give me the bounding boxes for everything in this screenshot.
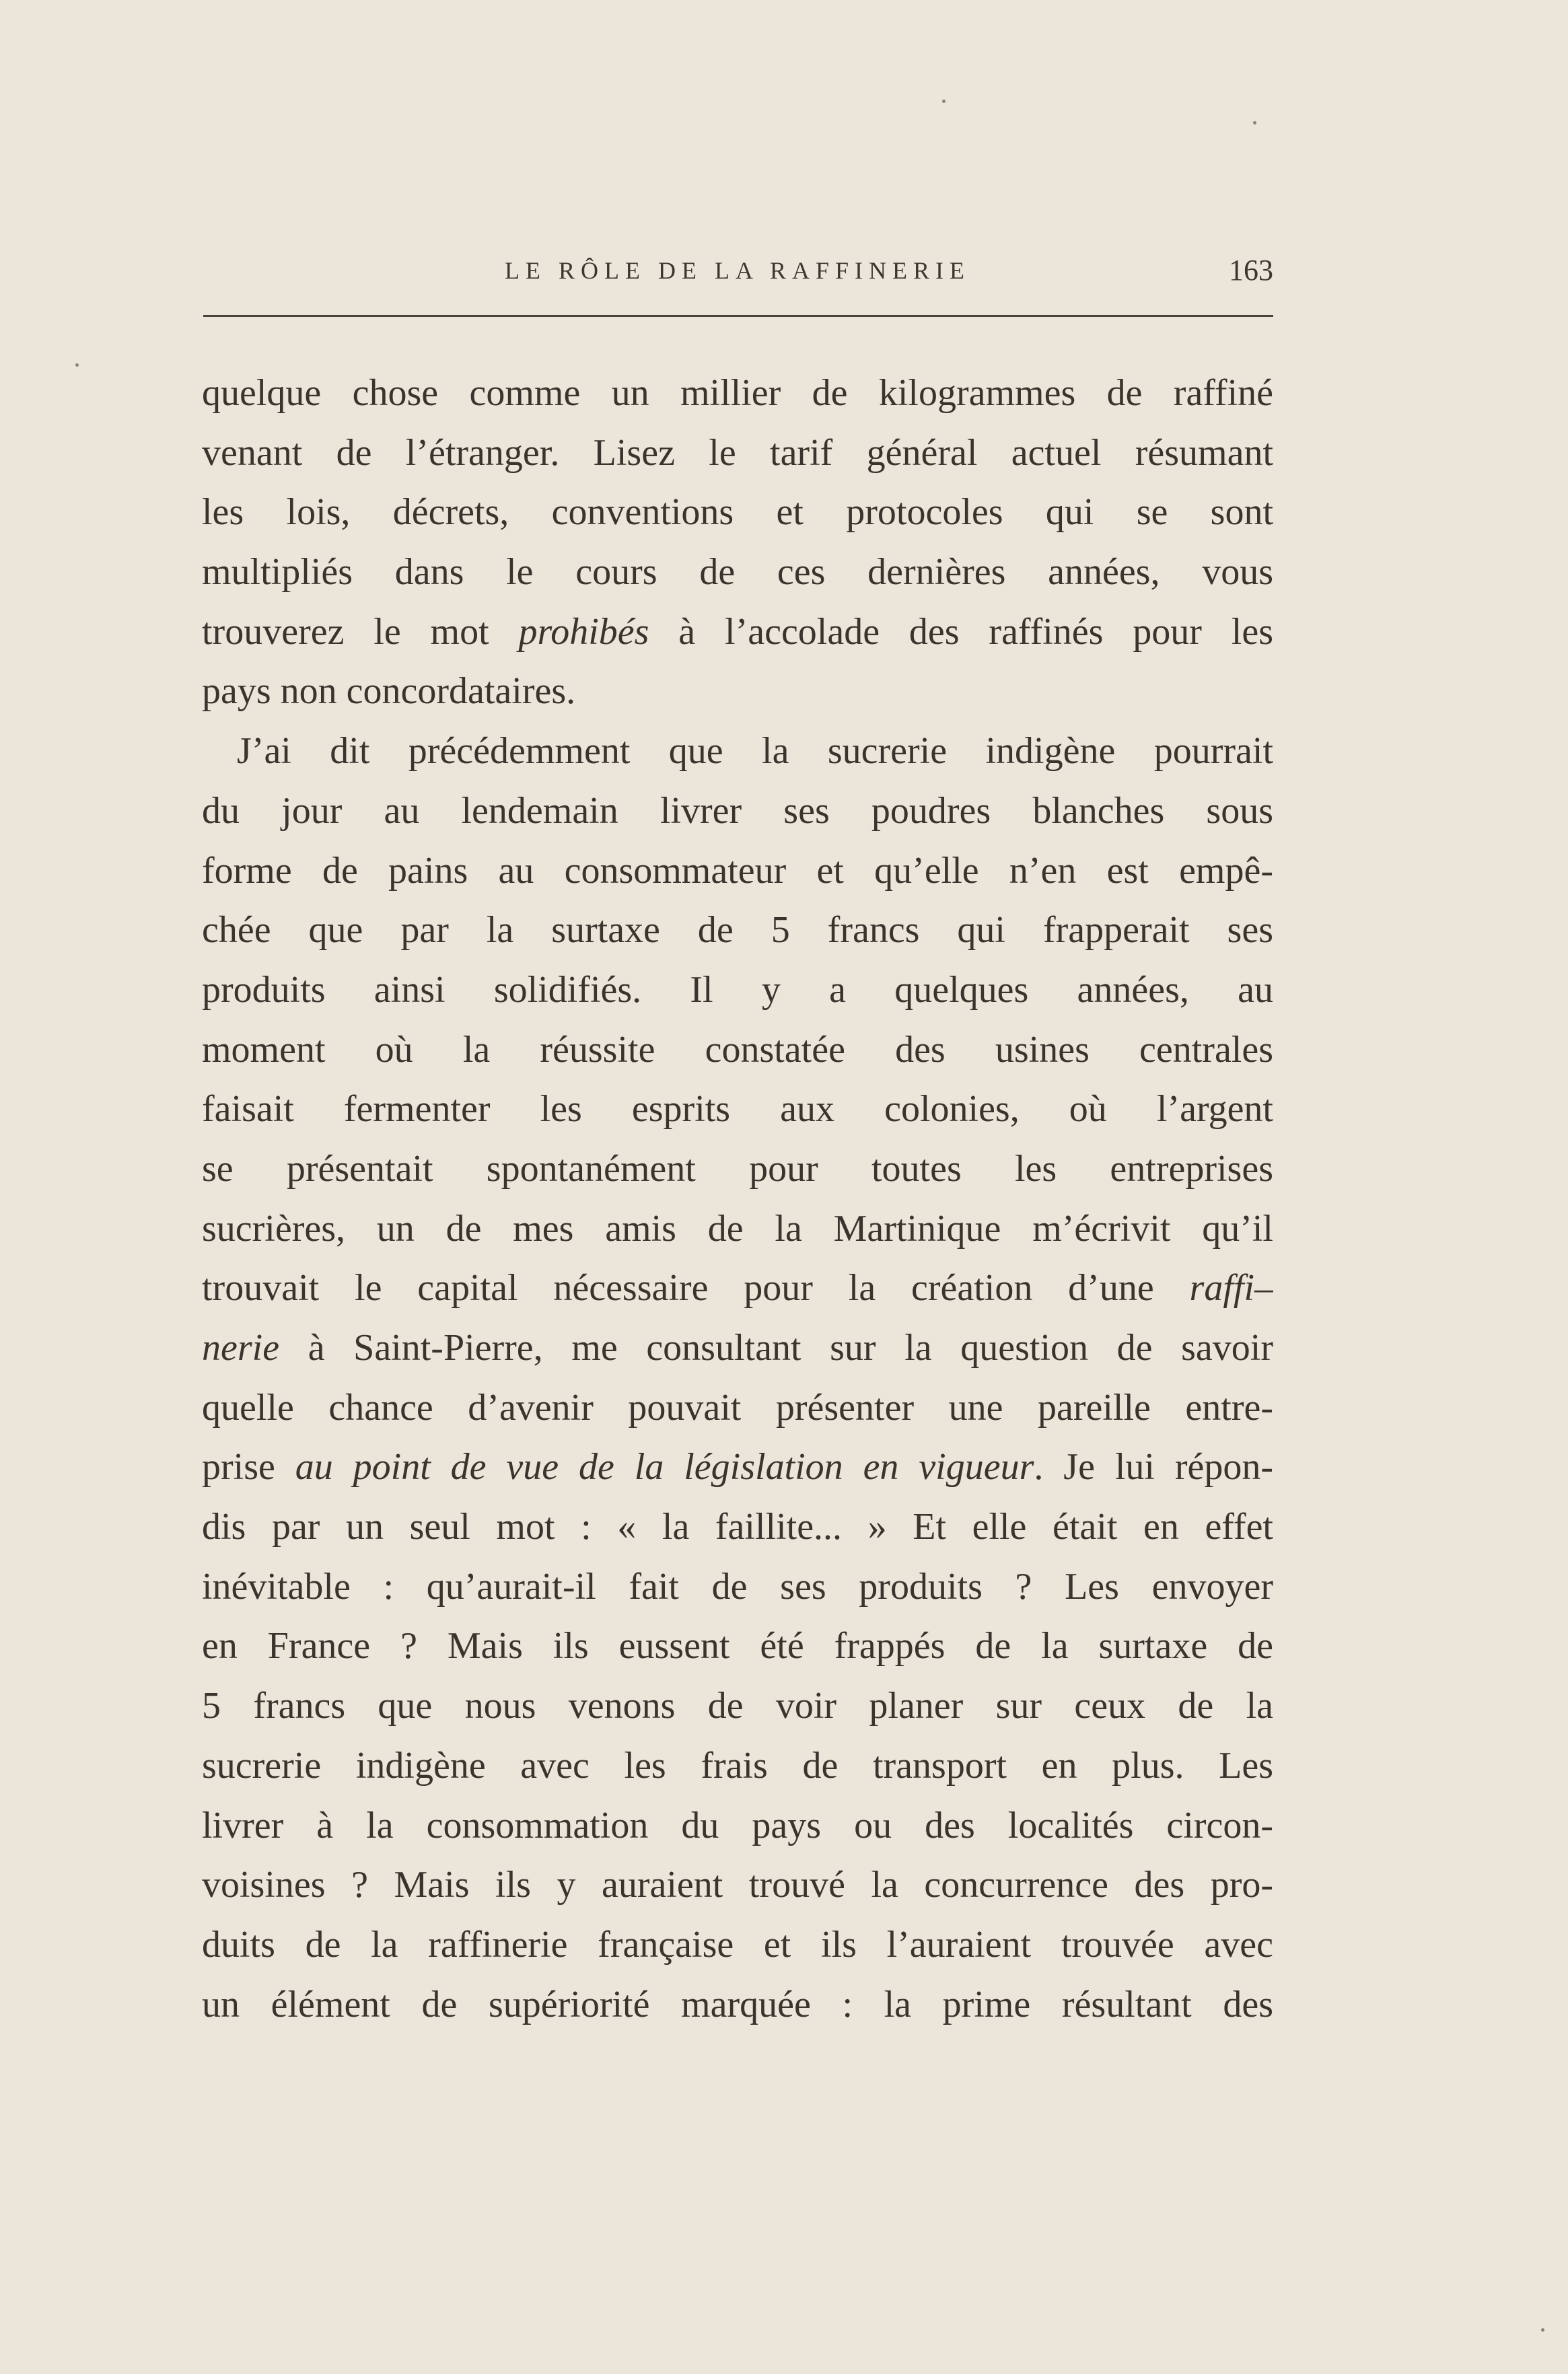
running-title: LE RÔLE DE LA RAFFINERIE [505,257,970,284]
paper-speck [75,363,79,367]
text-line: dis par un seul mot : « la faillite... » Et elle était en effet [202,1506,1273,1548]
italic-phrase: au point de vue de la législation en vigueur [295,1446,1034,1488]
text-line: nerie à Saint-Pierre, me consultant sur la question de savoir [202,1327,1273,1369]
text-line: duits de la raffinerie française et ils l’auraient trouvée avec [202,1923,1273,1966]
text-line: quelque chose comme un millier de kilogrammes de raffiné [202,372,1273,414]
text-line: se présentait spontanément pour toutes les entreprises [202,1147,1273,1190]
header-rule [203,315,1273,317]
text-line: venant de l’étranger. Lisez le tarif général actuel résumant [202,431,1273,474]
text-line: en France ? Mais ils eussent été frappés de la surtaxe de [202,1625,1273,1667]
text-line: trouvait le capital nécessaire pour la création d’une raffi– [202,1267,1273,1309]
text-line: du jour au lendemain livrer ses poudres blanches sous [202,789,1273,832]
paper-speck [1253,121,1256,124]
running-head [202,250,1273,291]
text-line: produits ainsi solidifiés. Il y a quelques années, au [202,968,1273,1011]
text-line: sucrerie indigène avec les frais de transport en plus. Les [202,1744,1273,1787]
text-line: livrer à la consommation du pays ou des localités circon- [202,1804,1273,1846]
text-line: les lois, décrets, conventions et protocoles qui se sont [202,491,1273,534]
body-text [202,363,1273,2034]
text-line: J’ai dit précédemment que la sucrerie indigène pourrait [237,730,1273,772]
text-line: pays non concordataires. [202,670,576,713]
text-line: multipliés dans le cours de ces dernières années, vous [202,551,1273,594]
italic-word: raffi– [1189,1267,1273,1309]
text-line: inévitable : qu’aurait-il fait de ses produits ? Les envoyer [202,1565,1273,1608]
text-line: trouverez le mot prohibés à l’accolade des raffinés pour les [202,610,1273,653]
text-line: prise au point de vue de la législation en vigueur. Je lui répon- [202,1446,1273,1488]
text-line: faisait fermenter les esprits aux colonies, où l’argent [202,1088,1273,1130]
page-number: 163 [1229,254,1273,287]
text-line: sucrières, un de mes amis de la Martinique m’écrivit qu’il [202,1207,1273,1250]
text-line: un élément de supériorité marquée : la prime résultant des [202,1983,1273,2025]
text-line: moment où la réussite constatée des usines centrales [202,1028,1273,1071]
text-line: quelle chance d’avenir pouvait présenter une pareille entre- [202,1386,1273,1429]
text-line: voisines ? Mais ils y auraient trouvé la concurrence des pro- [202,1864,1273,1906]
text-line: chée que par la surtaxe de 5 francs qui frapperait ses [202,909,1273,951]
paper-speck [942,100,946,103]
paper-speck [1541,2328,1544,2332]
italic-word: nerie [202,1327,280,1369]
text-line: forme de pains au consommateur et qu’elle n’en est empê- [202,849,1273,892]
text-line: 5 francs que nous venons de voir planer sur ceux de la [202,1685,1273,1727]
italic-word: prohibés [518,610,649,653]
